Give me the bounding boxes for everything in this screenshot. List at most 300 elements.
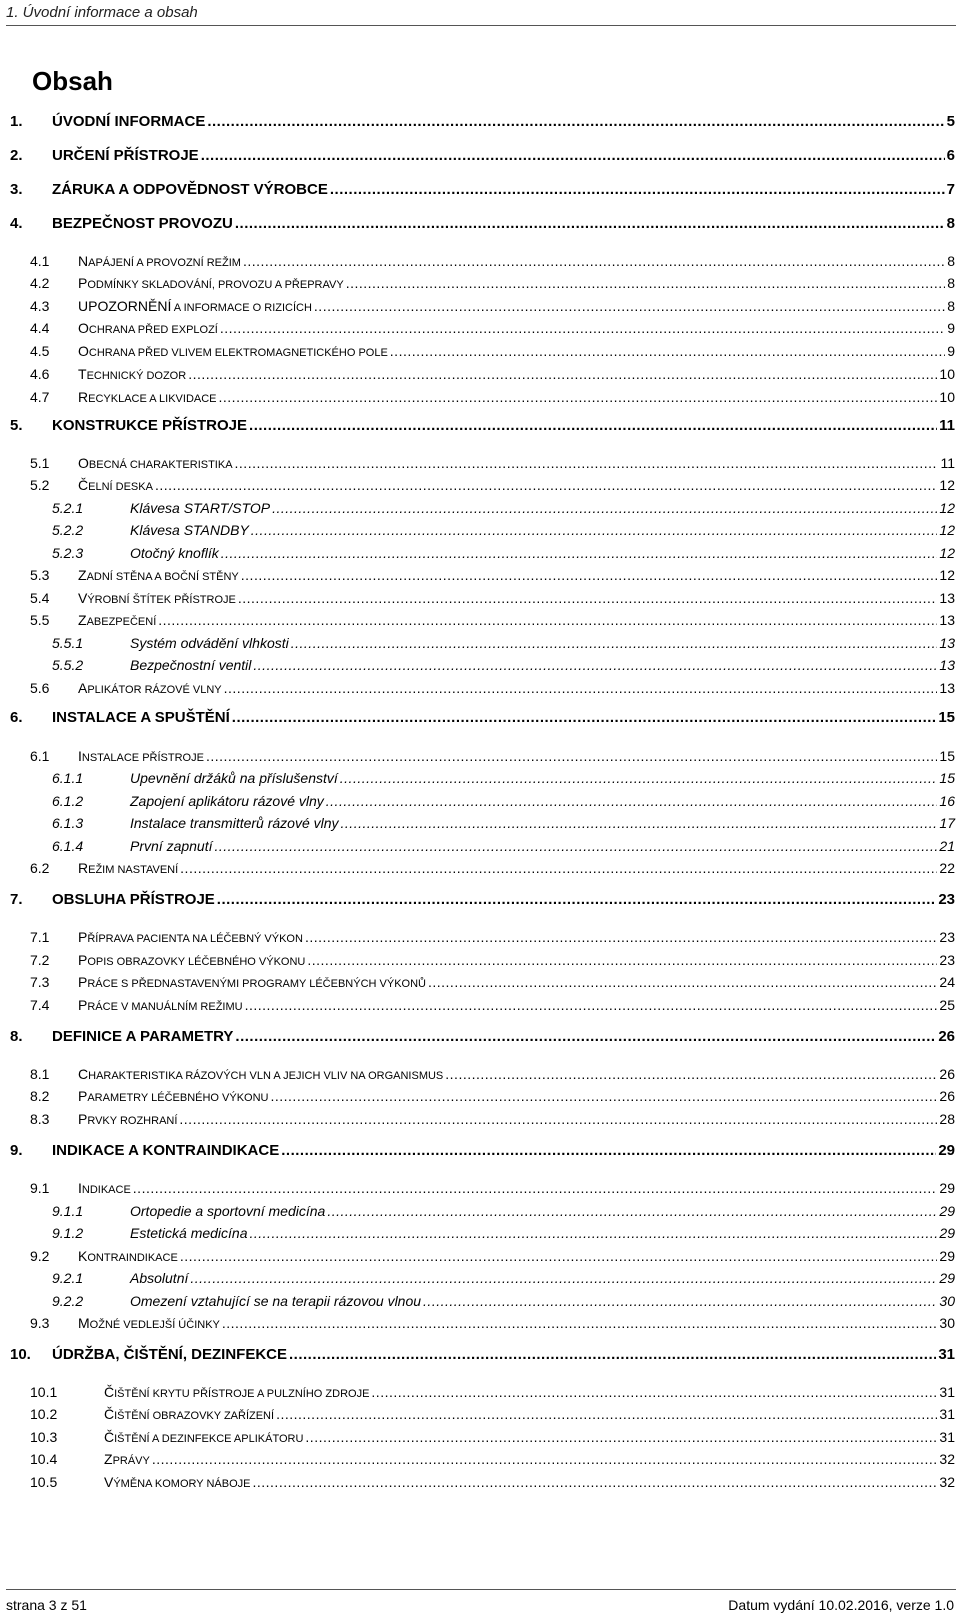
toc-entry-number: 5.1 [30, 455, 50, 471]
toc-entry-page: 29 [939, 1248, 955, 1264]
toc-entry-title-rest: HARAKTERISTIKA RÁZOVÝCH VLN A JEJICH VLIV NA ORGANISMUS [88, 1070, 444, 1082]
toc-entry-title-rest: ELNÍ DESKA [88, 481, 153, 493]
toc-entry-title: Klávesa START/STOP [130, 500, 271, 516]
toc-entry-title-initial: C [78, 1066, 89, 1082]
toc-entry[interactable] [0, 416, 960, 436]
toc-leader-dots [249, 416, 937, 436]
toc-entry-title-initial: O [78, 455, 89, 471]
toc-entry-number: 4.6 [30, 366, 50, 382]
toc-entry-page: 31 [939, 1406, 955, 1422]
toc-entry-number: 10.2 [30, 1406, 58, 1422]
toc-entry-page: 13 [939, 590, 955, 606]
toc-entry-title-initial: O [78, 343, 89, 359]
toc-entry-number: 6.2 [30, 860, 50, 876]
toc-entry-number: 10. [10, 1346, 31, 1363]
toc-entry-title-initial: Č [104, 1384, 115, 1400]
toc-entry-title [78, 1313, 220, 1335]
toc-entry-title-rest: ECHNICKÝ DOZOR [86, 370, 187, 382]
toc-entry-title: INSTALACE A SPUŠTĚNÍ [52, 709, 230, 726]
toc-entry-title-rest: OPIS OBRAZOVKY LÉČEBNÉHO VÝKONU [87, 956, 306, 968]
toc-entry-page: 24 [939, 974, 955, 990]
toc-entry-number: 9.1.2 [52, 1225, 84, 1241]
toc-leader-dots [252, 1472, 937, 1492]
toc-entry-title-initial: Z [104, 1451, 113, 1467]
toc-entry-title: Absolutní [130, 1270, 189, 1286]
toc-entry[interactable] [0, 565, 960, 585]
toc-leader-dots [180, 858, 937, 878]
toc-entry-number: 9.2.1 [52, 1270, 84, 1286]
toc-entry-number: 3. [10, 181, 23, 198]
toc-entry-page: 23 [939, 929, 955, 945]
toc-entry-page: 29 [939, 1180, 955, 1196]
toc-entry-title [78, 1064, 443, 1086]
toc-entry-page: 31 [939, 1384, 955, 1400]
toc-leader-dots [346, 273, 946, 293]
toc-entry[interactable] [0, 836, 960, 856]
toc-entry-title [78, 364, 186, 386]
toc-entry[interactable] [0, 890, 960, 910]
toc-entry-page: 22 [939, 860, 955, 876]
toc-entry[interactable] [0, 520, 960, 540]
toc-entry[interactable] [0, 1427, 960, 1447]
toc-entry-number: 9.2 [30, 1248, 50, 1264]
toc-leader-dots [206, 746, 937, 766]
toc-entry-title [78, 1246, 178, 1268]
toc-entry-title: ÚVODNÍ INFORMACE [52, 113, 206, 130]
toc-entry[interactable] [0, 146, 960, 166]
toc-entry-title-rest: CHRANA PŘED EXPLOZÍ [88, 324, 218, 336]
toc-entry-title [78, 475, 153, 497]
toc-entry-number: 5.6 [30, 680, 50, 696]
toc-entry-page: 31 [939, 1429, 955, 1445]
toc-entry-title-initial: Č [104, 1429, 115, 1445]
toc-entry-number: 6. [10, 709, 23, 726]
toc-entry[interactable] [0, 214, 960, 234]
toc-leader-dots [314, 296, 945, 316]
toc-entry-number: 7.3 [30, 974, 50, 990]
toc-entry-page: 16 [939, 793, 955, 809]
toc-entry-page: 23 [939, 952, 955, 968]
toc-entry[interactable] [0, 1268, 960, 1288]
toc-leader-dots [235, 453, 939, 473]
toc-entry-number: 6.1.2 [52, 793, 84, 809]
toc-leader-dots [428, 972, 937, 992]
toc-entry-number: 6.1 [30, 748, 50, 764]
toc-entry-title: ÚDRŽBA, ČIŠTĚNÍ, DEZINFEKCE [52, 1346, 288, 1363]
toc-entry[interactable] [0, 341, 960, 361]
toc-entry-page: 10 [939, 366, 955, 382]
toc-entry-page: 8 [947, 275, 955, 291]
toc-entry-number: 8. [10, 1028, 23, 1045]
toc-entry-number: 8.1 [30, 1066, 50, 1082]
toc-entry-title-initial: Č [104, 1406, 115, 1422]
toc-entry-page: 9 [947, 343, 955, 359]
toc-entry-page: 9 [947, 320, 955, 336]
toc-entry-page: 10 [939, 389, 955, 405]
toc-entry-title [78, 995, 243, 1017]
toc-entry-number: 10.3 [30, 1429, 58, 1445]
toc-entry-page: 11 [940, 455, 955, 471]
toc-entry-page: 13 [939, 612, 955, 628]
toc-entry-page: 31 [938, 1346, 955, 1363]
toc-leader-dots [224, 678, 938, 698]
toc-entry[interactable] [0, 1345, 960, 1365]
toc-entry-title: BEZPEČNOST PROVOZU [52, 215, 233, 232]
toc-entry-title-rest: APÁJENÍ A PROVOZNÍ REŽIM [88, 257, 241, 269]
toc-entry-title-rest: NDIKACE [81, 1184, 131, 1196]
toc-entry-page: 29 [939, 1203, 955, 1219]
toc-entry-title: Ortopedie a sportovní medicína [130, 1203, 326, 1219]
toc-entry-page: 17 [939, 815, 955, 831]
toc-entry-title-rest: IŠTĚNÍ OBRAZOVKY ZAŘÍZENÍ [114, 1410, 275, 1422]
toc-entry-title-rest: BECNÁ CHARAKTERISTIKA [88, 459, 233, 471]
toc-entry-title: INDIKACE A KONTRAINDIKACE [52, 1142, 280, 1159]
toc-entry-title-initial: A [78, 680, 88, 696]
toc-entry-page: 30 [939, 1293, 955, 1309]
toc-entry-number: 6.1.1 [52, 770, 84, 786]
toc-leader-dots [133, 1178, 938, 1198]
toc-entry[interactable] [0, 858, 960, 878]
toc-entry-title: Estetická medicína [130, 1225, 248, 1241]
toc-entry-page: 15 [939, 748, 955, 764]
toc-leader-dots [251, 520, 938, 540]
toc-entry-number: 4.4 [30, 320, 50, 336]
toc-entry-number: 5.2.3 [52, 545, 84, 561]
toc-entry-page: 29 [939, 1225, 955, 1241]
toc-entry-page: 26 [939, 1066, 955, 1082]
toc-entry[interactable] [0, 995, 960, 1015]
toc-entry-title-rest: PRÁVY [112, 1455, 150, 1467]
toc-entry[interactable] [0, 1027, 960, 1047]
toc-leader-dots [276, 1404, 937, 1424]
toc-leader-dots [180, 1246, 938, 1266]
toc-entry-number: 5.2.1 [52, 500, 84, 516]
toc-entry-page: 12 [939, 477, 955, 493]
toc-entry-title [78, 588, 236, 610]
toc-entry[interactable] [0, 768, 960, 788]
toc-leader-dots [281, 1141, 936, 1161]
toc-entry[interactable] [0, 318, 960, 338]
toc-entry[interactable] [0, 927, 960, 947]
toc-entry-page: 12 [939, 545, 955, 561]
toc-entry[interactable] [0, 1246, 960, 1266]
toc-entry-title: URČENÍ PŘÍSTROJE [52, 147, 199, 164]
toc-entry-page: 8 [946, 215, 955, 232]
toc-entry-number: 10.5 [30, 1474, 58, 1490]
toc-entry-title-rest: ADNÍ STĚNA A BOČNÍ STĚNY [86, 571, 239, 583]
toc-leader-dots [423, 1291, 937, 1311]
toc-leader-dots [155, 475, 937, 495]
toc-leader-dots [235, 1027, 936, 1047]
toc-entry-title-rest: ARAMETRY LÉČEBNÉHO VÝKONU [87, 1092, 269, 1104]
toc-entry[interactable] [0, 610, 960, 630]
toc-entry-title [78, 746, 204, 768]
toc-leader-dots [188, 364, 937, 384]
toc-entry-number: 9.2.2 [52, 1293, 84, 1309]
toc-entry[interactable] [0, 633, 960, 653]
toc-leader-dots [221, 543, 938, 563]
toc-entry-title-initial: K [78, 1248, 88, 1264]
toc-leader-dots [201, 146, 945, 166]
toc-entry-number: 7.1 [30, 929, 50, 945]
toc-entry-number: 5.5 [30, 612, 50, 628]
footer-divider [6, 1589, 956, 1590]
toc-entry-title [104, 1404, 274, 1426]
toc-entry-title [78, 341, 388, 363]
toc-entry-title: Bezpečnostní ventil [130, 657, 252, 673]
toc-leader-dots [272, 498, 937, 518]
toc-entry-page: 7 [946, 181, 955, 198]
toc-entry[interactable] [0, 746, 960, 766]
toc-entry-title-rest: ODMÍNKY SKLADOVÁNÍ, PROVOZU A PŘEPRAVY [87, 279, 344, 291]
toc-entry-title: Systém odvádění vlhkosti [130, 635, 289, 651]
toc-entry-title-initial: P [78, 1088, 88, 1104]
toc-entry-title-initial: P [78, 952, 88, 968]
toc-entry-title-initial: P [78, 1111, 88, 1127]
toc-entry-title-initial: Z [78, 612, 87, 628]
toc-leader-dots [207, 112, 944, 132]
toc-entry-title-initial: P [78, 275, 88, 291]
toc-entry-number: 1. [10, 113, 23, 130]
toc-entry[interactable] [0, 1291, 960, 1311]
running-header: 1. Úvodní informace a obsah [6, 4, 198, 21]
toc-entry[interactable] [0, 655, 960, 675]
toc-entry-title-initial: R [78, 389, 89, 405]
toc-leader-dots [291, 633, 938, 653]
toc-leader-dots [158, 610, 937, 630]
toc-entry-number: 10.1 [30, 1384, 58, 1400]
toc-entry-title [78, 273, 344, 295]
toc-entry-title [104, 1427, 303, 1449]
toc-entry-title [78, 927, 303, 949]
toc-entry-title-rest: ONTRAINDIKACE [87, 1252, 178, 1264]
toc-entry-number: 6.1.4 [52, 838, 84, 854]
toc-entry-number: 7.2 [30, 952, 50, 968]
toc-entry-title-rest: ABEZPEČENÍ [86, 616, 157, 628]
toc-entry-number: 5.2 [30, 477, 50, 493]
toc-entry-title [78, 453, 233, 475]
toc-entry-title: Omezení vztahující se na terapii rázovou vlnou [130, 1293, 422, 1309]
toc-leader-dots [232, 708, 937, 728]
toc-entry-title-initial: P [78, 929, 88, 945]
toc-entry-number: 9.1 [30, 1180, 50, 1196]
toc-leader-dots [152, 1449, 938, 1469]
toc-entry[interactable] [0, 588, 960, 608]
toc-leader-dots [190, 1268, 937, 1288]
toc-entry-number: 5.4 [30, 590, 50, 606]
toc-entry-title [78, 318, 218, 340]
toc-leader-dots [235, 214, 945, 234]
toc-entry[interactable] [0, 1109, 960, 1129]
toc-entry-page: 15 [939, 770, 955, 786]
toc-entry-number: 10.4 [30, 1451, 58, 1467]
toc-entry-title: První zapnutí [130, 838, 213, 854]
toc-entry[interactable] [0, 498, 960, 518]
toc-entry-page: 26 [939, 1088, 955, 1104]
toc-entry-number: 7.4 [30, 997, 50, 1013]
toc-entry-title [78, 1086, 268, 1108]
toc-entry-page: 8 [947, 253, 955, 269]
toc-entry-title [78, 296, 312, 318]
toc-leader-dots [327, 1201, 937, 1221]
toc-entry[interactable] [0, 1178, 960, 1198]
toc-leader-dots [238, 588, 938, 608]
toc-entry-number: 2. [10, 147, 23, 164]
toc-entry-number: 5.2.2 [52, 522, 84, 538]
toc-entry-title-initial: R [78, 860, 89, 876]
toc-leader-dots [241, 565, 938, 585]
toc-entry[interactable] [0, 364, 960, 384]
toc-leader-dots [371, 1382, 937, 1402]
toc-entry-title-initial: V [78, 590, 88, 606]
toc-entry-title [104, 1382, 369, 1404]
toc-entry[interactable] [0, 791, 960, 811]
toc-entry-page: 26 [938, 1028, 955, 1045]
toc-entry[interactable] [0, 1086, 960, 1106]
toc-entry-page: 13 [939, 680, 955, 696]
toc-entry-page: 11 [939, 417, 955, 434]
toc-entry[interactable] [0, 251, 960, 271]
toc-entry[interactable] [0, 950, 960, 970]
toc-entry-title-rest: ÝROBNÍ ŠTÍTEK PŘÍSTROJE [87, 594, 236, 606]
toc-leader-dots [289, 1345, 936, 1365]
toc-entry-number: 4. [10, 215, 23, 232]
toc-entry-page: 21 [939, 838, 955, 854]
toc-leader-dots [217, 890, 937, 910]
toc-entry-page: 23 [938, 891, 955, 908]
toc-entry-number: 4.7 [30, 389, 50, 405]
toc-entry-page: 12 [939, 500, 955, 516]
toc-entry-title-initial: P [78, 974, 88, 990]
toc-entry[interactable] [0, 1449, 960, 1469]
toc-leader-dots [445, 1064, 937, 1084]
toc-entry-title [78, 251, 241, 273]
toc-entry-title-rest: IŠTĚNÍ KRYTU PŘÍSTROJE A PULZNÍHO ZDROJE [114, 1388, 370, 1400]
toc-leader-dots [390, 341, 945, 361]
toc-entry-page: 28 [939, 1111, 955, 1127]
toc-entry-page: 13 [939, 657, 955, 673]
toc-entry[interactable] [0, 273, 960, 293]
toc-entry-number: 5.5.2 [52, 657, 84, 673]
toc-leader-dots [305, 927, 937, 947]
toc-leader-dots [270, 1086, 937, 1106]
toc-entry-title: Upevnění držáků na příslušenství [130, 770, 338, 786]
toc-entry-title-initial: M [78, 1315, 90, 1331]
toc-entry-title-rest: OŽNÉ VEDLEJŠÍ ÚČINKY [89, 1319, 220, 1331]
toc-entry[interactable] [0, 543, 960, 563]
toc-leader-dots [215, 836, 938, 856]
toc-heading: Obsah [32, 66, 113, 96]
toc-entry-page: 29 [939, 1270, 955, 1286]
toc-entry-title [104, 1472, 250, 1494]
toc-entry-title: OBSLUHA PŘÍSTROJE [52, 891, 215, 908]
toc-entry-page: 30 [939, 1315, 955, 1331]
toc-entry-title [78, 387, 217, 409]
toc-entry-number: 4.1 [30, 253, 50, 269]
toc-entry-number: 9. [10, 1142, 23, 1159]
toc-entry-title-rest: ŘÍPRAVA PACIENTA NA LÉČEBNÝ VÝKON [87, 933, 303, 945]
toc-entry-title-rest: ÝMĚNA KOMORY NÁBOJE [113, 1478, 251, 1490]
toc-leader-dots [179, 1109, 937, 1129]
toc-entry-page: 32 [939, 1474, 955, 1490]
toc-entry-title: Klávesa STANDBY [130, 522, 249, 538]
toc-entry[interactable] [0, 387, 960, 407]
toc-entry-title [78, 972, 426, 994]
toc-entry[interactable] [0, 296, 960, 316]
toc-entry-title [78, 1109, 177, 1131]
toc-entry-page: 25 [939, 997, 955, 1013]
toc-entry-title [104, 1449, 150, 1471]
toc-leader-dots [245, 995, 938, 1015]
toc-leader-dots [250, 1223, 938, 1243]
toc-entry[interactable] [0, 453, 960, 473]
toc-entry[interactable] [0, 708, 960, 728]
toc-entry-page: 12 [939, 522, 955, 538]
toc-entry[interactable] [0, 180, 960, 200]
toc-entry[interactable] [0, 972, 960, 992]
toc-entry-number: 4.2 [30, 275, 50, 291]
toc-entry-page: 5 [946, 113, 955, 130]
toc-entry-title [78, 950, 305, 972]
toc-entry-number: 4.3 [30, 298, 50, 314]
toc-entry-number: 9.3 [30, 1315, 50, 1331]
toc-entry[interactable] [0, 1064, 960, 1084]
toc-entry-title [78, 858, 178, 880]
toc-entry[interactable] [0, 1313, 960, 1333]
toc-entry-page: 15 [938, 709, 955, 726]
toc-entry-title-rest: ECYKLACE A LIKVIDACE [88, 393, 217, 405]
toc-leader-dots [341, 813, 938, 833]
toc-entry[interactable] [0, 1141, 960, 1161]
toc-entry-title: KONSTRUKCE PŘÍSTROJE [52, 417, 248, 434]
toc-entry-title-rest: EŽIM NASTAVENÍ [88, 864, 179, 876]
toc-entry-title-rest: PLIKÁTOR RÁZOVÉ VLNY [87, 684, 222, 696]
toc-leader-dots [307, 950, 937, 970]
toc-entry-number: 4.5 [30, 343, 50, 359]
toc-entry[interactable] [0, 112, 960, 132]
toc-entry[interactable] [0, 1223, 960, 1243]
toc-entry-title-initial: N [78, 253, 89, 269]
toc-entry-title-rest: IŠTĚNÍ A DEZINFEKCE APLIKÁTORU [114, 1433, 304, 1445]
toc-entry-title-rest: RVKY ROZHRANÍ [87, 1115, 178, 1127]
toc-entry-title-initial: V [104, 1474, 114, 1490]
footer-page-number: strana 3 z 51 [6, 1597, 87, 1613]
toc-entry-page: 8 [947, 298, 955, 314]
toc-leader-dots [243, 251, 945, 271]
toc-entry-page: 32 [939, 1451, 955, 1467]
toc-entry[interactable] [0, 678, 960, 698]
toc-entry[interactable] [0, 813, 960, 833]
toc-entry-title: ZÁRUKA A ODPOVĚDNOST VÝROBCE [52, 181, 328, 198]
toc-entry[interactable] [0, 1472, 960, 1492]
toc-entry-title-initial: Z [78, 567, 87, 583]
toc-leader-dots [305, 1427, 937, 1447]
toc-entry-title: Zapojení aplikátoru rázové vlny [130, 793, 324, 809]
toc-leader-dots [326, 791, 938, 811]
toc-entry[interactable] [0, 1404, 960, 1424]
toc-entry-page: 12 [939, 567, 955, 583]
toc-entry[interactable] [0, 475, 960, 495]
toc-entry-title-initial: P [78, 997, 88, 1013]
toc-entry-title-initial: I [78, 1180, 82, 1196]
toc-entry-number: 5.3 [30, 567, 50, 583]
toc-entry-title: Otočný knoflík [130, 545, 219, 561]
toc-entry-title-rest: NSTALACE PŘÍSTROJE [81, 752, 204, 764]
toc-entry[interactable] [0, 1382, 960, 1402]
toc-entry-title [78, 1178, 131, 1200]
toc-entry-title: DEFINICE A PARAMETRY [52, 1028, 234, 1045]
toc-entry[interactable] [0, 1201, 960, 1221]
